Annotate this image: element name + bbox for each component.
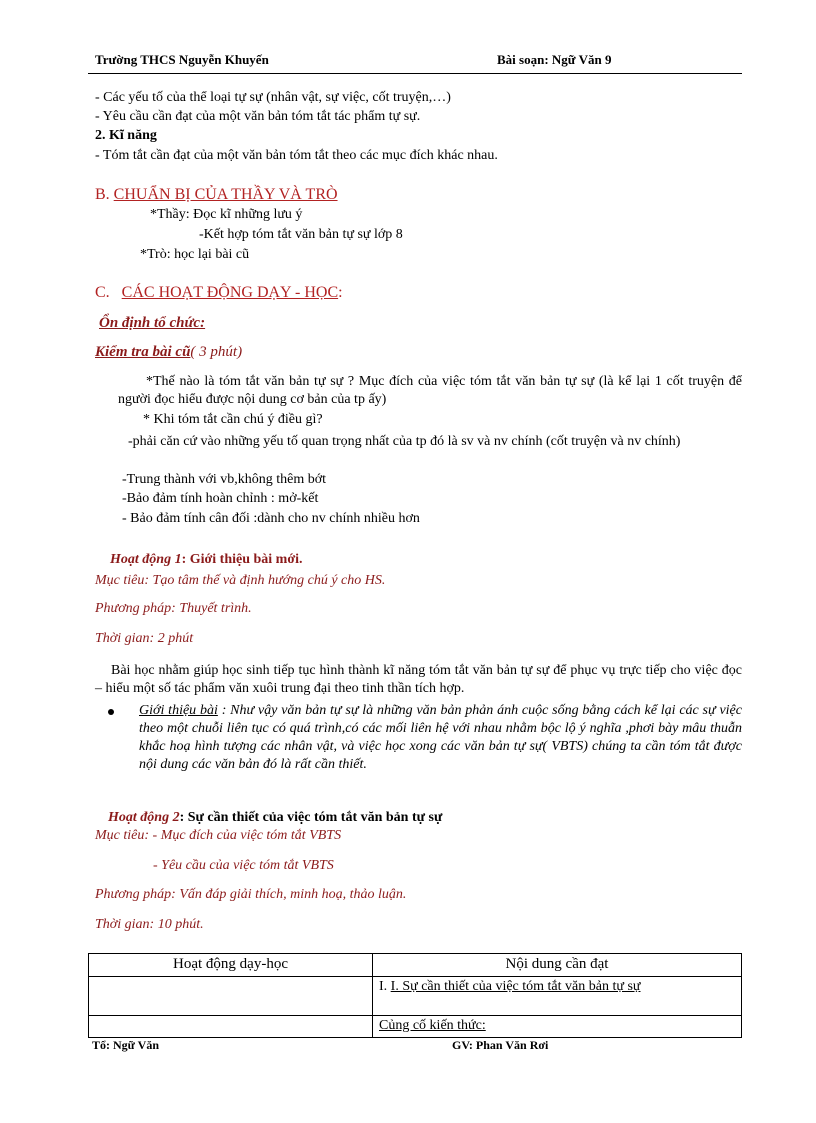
header-school: Trường THCS Nguyễn Khuyến	[95, 52, 269, 67]
answer-1: -phải căn cứ vào những yếu tố quan trọng nhất của tp đó là sv và nv chính (cốt truyện và nv chính)	[128, 434, 681, 449]
activity-1-label: Hoạt động 1	[110, 552, 182, 567]
activity-1-title: : Giới thiệu bài mới.	[181, 552, 303, 567]
answer-3: -Bảo đảm tính hoàn chỉnh : mở-kết	[122, 491, 319, 506]
activity-1-heading	[110, 552, 302, 568]
header-lesson: Bài soạn: Ngữ Văn 9	[497, 52, 612, 67]
section-c-title: CÁC HOẠT ĐỘNG DẠY - HỌC	[121, 284, 339, 301]
footer-teacher: GV: Phan Văn Rơi	[452, 1038, 549, 1052]
section-c-heading	[95, 284, 343, 302]
activity-2-label: Hoạt động 2	[108, 810, 180, 825]
skills-item: - Tóm tắt cần đạt của một văn bản tóm tắt theo các mục đích khác nhau.	[95, 148, 498, 163]
table-row	[89, 977, 742, 1016]
check-heading	[95, 344, 242, 361]
table-header-row	[89, 954, 742, 977]
knowledge-item-1: - Các yếu tố của thể loại tự sự (nhân vật, sự việc, cốt truyện,…)	[95, 90, 451, 105]
answer-2: -Trung thành với vb,không thêm bớt	[122, 472, 327, 487]
table-cell	[373, 977, 742, 1016]
activity-1-body: Bài học nhằm giúp học sinh tiếp tục hình thành kĩ năng tóm tắt văn bản tự sự để phục vụ trực tiếp cho việc đọc – hiểu một số tác phẩm văn xuôi trung đại theo tinh thần tích hợp.	[95, 663, 742, 696]
intro-label: Giới thiệu bài	[139, 703, 218, 718]
footer-subject: Tổ: Ngữ Văn	[92, 1038, 159, 1052]
section-b-title: CHUẨN BỊ CỦA THẦY VÀ TRÒ	[113, 186, 338, 203]
knowledge-item-2: - Yêu cầu cần đạt của một văn bản tóm tắt tác phẩm tự sự.	[95, 109, 421, 124]
table-row	[89, 1016, 742, 1038]
table-cell	[373, 1016, 742, 1038]
row1-roman: I.	[379, 979, 391, 994]
row2-title: Củng cố kiến thức:	[379, 1018, 486, 1033]
check-time: ( 3 phút)	[190, 344, 243, 360]
bullet-icon	[108, 709, 114, 715]
activity-1-time: Thời gian: 2 phút	[95, 631, 194, 646]
teacher-prep-2: -Kết hợp tóm tắt văn bản tự sự lớp 8	[199, 227, 403, 242]
intro-text: : Như vậy văn bản tự sự là những văn bản phản ánh cuộc sống bằng cách kể lại các sự việc theo một chuỗi liên tục có quá trình,có các mối liên hệ với nhau nhằm bộc lộ ý nghĩa ,phơi bày mâu thuẫn khắc hoạ hình tượng các nhân vật, và việc học xong các văn bản tự sự( VBTS) chúng ta cần tóm tắt được nội dung các văn bản đó là rất cần thiết.	[139, 703, 742, 772]
table-cell	[89, 977, 373, 1016]
section-c-letter: C.	[95, 284, 110, 301]
header-divider	[88, 73, 742, 74]
activity-2-title: : Sự cần thiết của việc tóm tắt văn bản tự sự	[179, 810, 443, 825]
activity-2-method: Phương pháp: Vấn đáp giải thích, minh hoạ, thảo luận.	[95, 887, 407, 902]
section-c-colon: :	[338, 284, 343, 301]
row1-title: I. Sự cần thiết của việc tóm tắt văn bản tự sự	[390, 979, 641, 994]
activity-2-goal-2: - Yêu cầu của việc tóm tắt VBTS	[153, 858, 334, 873]
skills-title: 2. Kĩ năng	[95, 128, 157, 143]
section-b-heading	[95, 186, 338, 204]
activity-2-time: Thời gian: 10 phút.	[95, 917, 204, 932]
content-table	[88, 953, 742, 1038]
activity-1-goal: Mục tiêu: Tạo tâm thế và định hướng chú ý cho HS.	[95, 573, 386, 588]
intro-paragraph	[139, 702, 742, 774]
table-cell	[89, 1016, 373, 1038]
student-prep: *Trò: học lại bài cũ	[140, 247, 250, 262]
activity-2-goal-1: Mục tiêu: - Mục đích của việc tóm tắt VBTS	[95, 828, 342, 843]
col-content-header: Nội dung cần đạt	[373, 954, 742, 977]
question-2: * Khi tóm tắt cần chú ý điều gì?	[143, 412, 323, 427]
activity-1-method: Phương pháp: Thuyết trình.	[95, 601, 252, 616]
teacher-prep-1: *Thầy: Đọc kĩ những lưu ý	[150, 207, 303, 222]
stabilize-heading: Ổn định tổ chức:	[99, 315, 206, 331]
answer-4: - Bảo đảm tính cân đối :dành cho nv chính nhiều hơn	[122, 511, 420, 526]
check-title: Kiểm tra bài cũ	[95, 344, 191, 360]
activity-2-heading	[108, 810, 442, 826]
col-activities-header: Hoạt động dạy-học	[89, 954, 373, 977]
section-b-letter: B.	[95, 186, 110, 203]
question-1: *Thế nào là tóm tắt văn bản tự sự ? Mục đích của việc tóm tắt văn bản tự sự (là kể lại 1 cốt truyện để người đọc hiểu được nội dung cơ bản của tp ấy)	[118, 374, 742, 407]
